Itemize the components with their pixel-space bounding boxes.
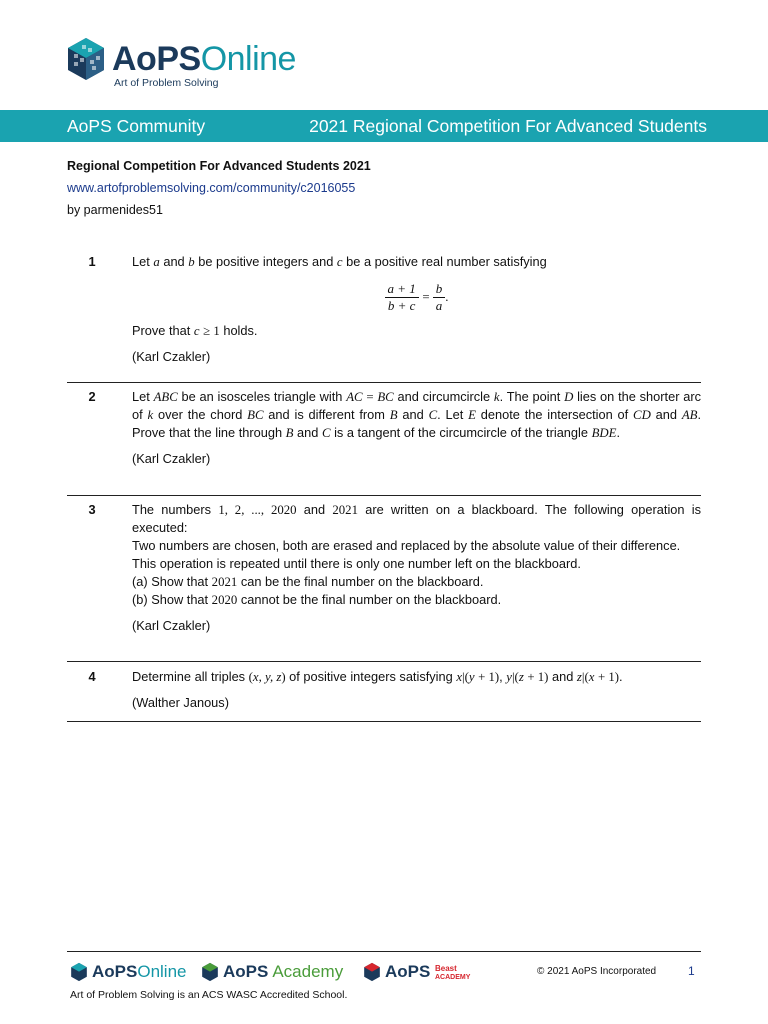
problem-3: 3 The numbers 1, 2, ..., 2020 and 2021 are written on a blackboard. The following operation is executed: Two numbers are chosen, both are erased and replaced by the absolute value of their difference. This operation is repeated until there is only one number left on the blackboard. (a) Show that 2021 can be the final number on the blackboard. (b) Show that 2020 cannot be the final number on the blackboard. (Karl Czakler) — [67, 501, 701, 635]
logo-subtitle: Art of Problem Solving — [114, 77, 219, 89]
logo-text-aops: AoPS — [112, 40, 201, 78]
aops-cube-icon — [201, 962, 219, 982]
aops-cube-icon — [66, 36, 106, 82]
problem-attribution: (Karl Czakler) — [132, 451, 211, 466]
footer-logo-online: Online — [137, 962, 187, 981]
community-label[interactable]: AoPS Community — [67, 116, 206, 136]
problem-attribution: (Walther Janous) — [132, 695, 229, 710]
document-meta — [67, 155, 371, 221]
svg-text:Beast: Beast — [435, 964, 458, 973]
author-line: by parmenides51 — [67, 203, 163, 217]
footer-aops-online-logo[interactable] — [70, 962, 186, 982]
footer-logo-academy: Academy — [272, 962, 344, 981]
problem-1: 1 Let a and b be positive integers and c be a positive real number satisfying $\frac{a + 1}{b + c}$ = $\frac{b}{a}$ . Prove that c ≥ 1 holds. (Karl Czakler) — [67, 253, 701, 366]
footer-logo-aops: AoPS — [223, 962, 269, 981]
problem-attribution: (Karl Czakler) — [132, 349, 211, 364]
separator — [67, 661, 701, 662]
svg-text:ACADEMY: ACADEMY — [435, 974, 471, 981]
problem-attribution: (Karl Czakler) — [132, 618, 211, 633]
separator — [67, 721, 701, 722]
footer-beast-academy-logo[interactable] — [363, 962, 477, 982]
problem-number: 4 — [88, 669, 96, 684]
title-banner — [0, 110, 768, 142]
problem-4: 4 Determine all triples (x, y, z) of positive integers satisfying x|(y + 1), y|(z + 1) and z|(x + 1). (Walther Janous) — [67, 668, 701, 712]
footer-logo-aops: AoPS — [92, 962, 138, 981]
footer-logo-aops: AoPS — [385, 962, 431, 981]
problem-2: 2 Let ABC be an isosceles triangle with AC = BC and circumcircle k. The point D lies on the shorter arc of k over the chord BC and is different from B and C. Let E denote the intersection of CD and AB. Prove that the line through B and C is a tangent of the circumcircle of the triangle BDE. (Karl Czakler) — [67, 388, 701, 468]
footer-aops-academy-logo[interactable] — [201, 962, 343, 982]
problem-number: 2 — [88, 389, 96, 404]
logo-text-online: Online — [200, 40, 296, 78]
separator — [67, 495, 701, 496]
document-title: Regional Competition For Advanced Students 2021 — [67, 159, 371, 173]
competition-title: 2021 Regional Competition For Advanced Students — [309, 116, 707, 136]
community-link[interactable]: www.artofproblemsolving.com/community/c2016055 — [67, 181, 356, 195]
aops-cube-icon — [70, 962, 88, 982]
separator — [67, 382, 701, 383]
problem-number: 1 — [88, 254, 96, 269]
aops-online-logo[interactable] — [66, 36, 296, 92]
page-number: 1 — [688, 964, 695, 978]
copyright-text: © 2021 AoPS Incorporated — [537, 966, 657, 977]
accreditation-text: Art of Problem Solving is an ACS WASC Accredited School. — [70, 989, 348, 1001]
aops-cube-icon — [363, 962, 381, 982]
beast-academy-wordmark — [433, 963, 473, 981]
footer-divider — [67, 951, 701, 952]
problem-number: 3 — [88, 502, 96, 517]
